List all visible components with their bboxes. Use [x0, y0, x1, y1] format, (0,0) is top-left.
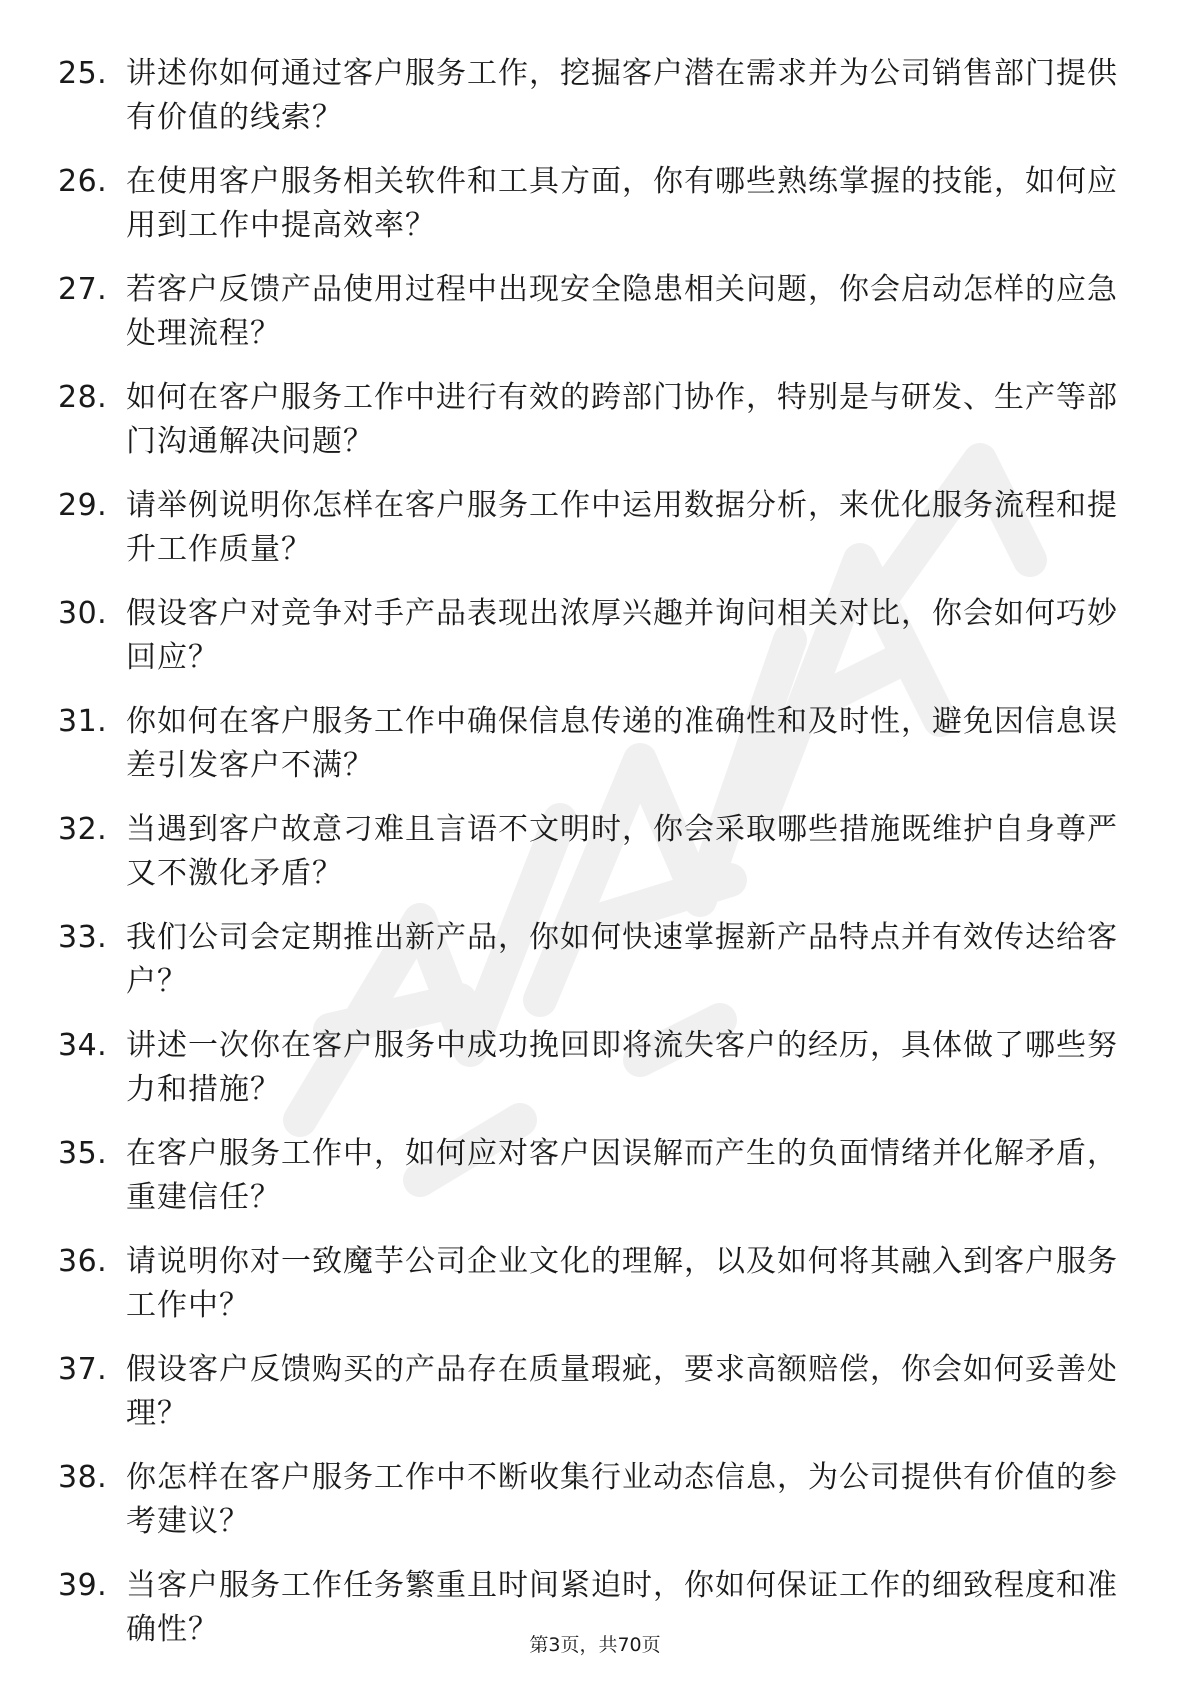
question-number: 34. [58, 1028, 108, 1063]
question-item-28 [58, 376, 1118, 464]
question-number: 36. [58, 1244, 108, 1279]
question-item-38 [58, 1456, 1118, 1544]
question-item-35 [58, 1132, 1118, 1220]
page-number-label: 第3页，共70页 [529, 1634, 661, 1656]
question-item-37 [58, 1348, 1118, 1436]
question-text: 当客户服务工作任务繁重且时间紧迫时，你如何保证工作的细致程度和准确性？ [126, 1568, 1118, 1647]
question-text: 我们公司会定期推出新产品，你如何快速掌握新产品特点并有效传达给客户？ [126, 920, 1118, 999]
question-text: 请说明你对一致魔芋公司企业文化的理解，以及如何将其融入到客户服务工作中？ [126, 1244, 1118, 1323]
question-list [58, 52, 1118, 1672]
question-number: 35. [58, 1136, 108, 1171]
question-text: 若客户反馈产品使用过程中出现安全隐患相关问题，你会启动怎样的应急处理流程？ [126, 272, 1118, 351]
question-text: 假设客户对竞争对手产品表现出浓厚兴趣并询问相关对比，你会如何巧妙回应？ [126, 596, 1118, 675]
question-item-30 [58, 592, 1118, 680]
question-item-32 [58, 808, 1118, 896]
question-text: 假设客户反馈购买的产品存在质量瑕疵，要求高额赔偿，你会如何妥善处理？ [126, 1352, 1118, 1431]
question-number: 28. [58, 380, 108, 415]
question-number: 37. [58, 1352, 108, 1387]
question-item-34 [58, 1024, 1118, 1112]
question-text: 你如何在客户服务工作中确保信息传递的准确性和及时性，避免因信息误差引发客户不满？ [126, 704, 1118, 783]
question-number: 38. [58, 1460, 108, 1495]
question-item-33 [58, 916, 1118, 1004]
question-number: 39. [58, 1568, 108, 1603]
question-number: 33. [58, 920, 108, 955]
question-number: 32. [58, 812, 108, 847]
question-text: 你怎样在客户服务工作中不断收集行业动态信息，为公司提供有价值的参考建议？ [126, 1460, 1118, 1539]
question-number: 26. [58, 164, 108, 199]
question-text: 讲述你如何通过客户服务工作，挖掘客户潜在需求并为公司销售部门提供有价值的线索？ [126, 56, 1118, 135]
page-footer [0, 1632, 1190, 1658]
question-text: 在使用客户服务相关软件和工具方面，你有哪些熟练掌握的技能，如何应用到工作中提高效率？ [126, 164, 1118, 243]
question-number: 30. [58, 596, 108, 631]
question-number: 27. [58, 272, 108, 307]
question-text: 讲述一次你在客户服务中成功挽回即将流失客户的经历，具体做了哪些努力和措施？ [126, 1028, 1118, 1107]
question-item-26 [58, 160, 1118, 248]
question-number: 25. [58, 56, 108, 91]
question-item-25 [58, 52, 1118, 140]
question-number: 29. [58, 488, 108, 523]
question-text: 当遇到客户故意刁难且言语不文明时，你会采取哪些措施既维护自身尊严又不激化矛盾？ [126, 812, 1118, 891]
question-item-29 [58, 484, 1118, 572]
question-item-27 [58, 268, 1118, 356]
question-text: 如何在客户服务工作中进行有效的跨部门协作，特别是与研发、生产等部门沟通解决问题？ [126, 380, 1118, 459]
question-item-31 [58, 700, 1118, 788]
question-number: 31. [58, 704, 108, 739]
question-text: 请举例说明你怎样在客户服务工作中运用数据分析，来优化服务流程和提升工作质量？ [126, 488, 1118, 567]
question-text: 在客户服务工作中，如何应对客户因误解而产生的负面情绪并化解矛盾，重建信任？ [126, 1136, 1118, 1215]
question-item-36 [58, 1240, 1118, 1328]
